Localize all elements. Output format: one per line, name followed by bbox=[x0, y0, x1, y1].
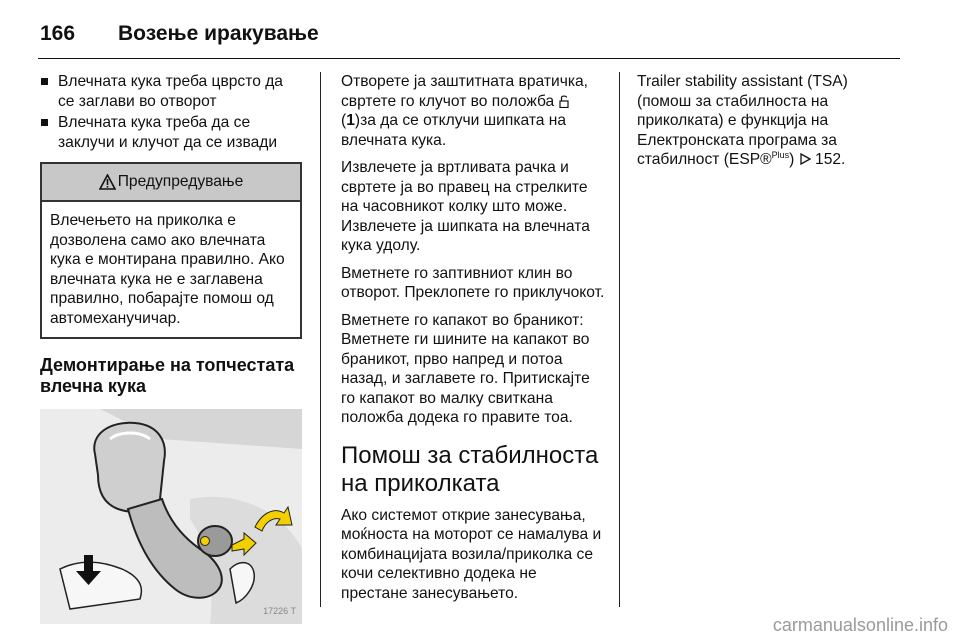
page-reference: 152. bbox=[815, 151, 846, 168]
column-divider-2 bbox=[619, 72, 620, 607]
column-middle bbox=[341, 72, 607, 611]
column-divider-1 bbox=[320, 72, 321, 607]
column-right bbox=[637, 72, 899, 178]
section-heading: Помош за стабилноста на приколката bbox=[341, 441, 599, 497]
column-left bbox=[40, 72, 302, 624]
bullet-square-icon bbox=[41, 78, 48, 85]
paragraph: Trailer stability assistant (TSA) (помош за стабилноста на приколката) е функција на Електронската програма за стабилност (ESP®$^{Plus}$) 152. bbox=[637, 73, 848, 168]
warning-header bbox=[42, 164, 300, 202]
watermark: carmanualsonline.info bbox=[772, 615, 948, 635]
warning-body: Влечењето на приколка е дозволена само ако влечната кука е монтирана правилно. Ако влечната кука не е заглавена правилно, побарајте помош од автомеханучичар. bbox=[50, 212, 285, 327]
warning-title: Предупредување bbox=[117, 173, 244, 191]
paragraph: Извлечете ја вртливата рачка и свртете ја во правец на стрелките на часовникот колку што може. Извлечете ја шипката на влечната кука удолу. bbox=[341, 159, 590, 254]
paragraph: Ако системот открие занесувања, моќноста на моторот се намалува и комбинацијата возила/приколка се кочи селективно додека не престане занесувањето. bbox=[341, 506, 602, 602]
warning-triangle-icon bbox=[99, 174, 116, 190]
paragraph: Отворете ја заштитната вратичка, свртете го клучот во положба (1)за да се отклучи шипката на влечната кука. bbox=[341, 73, 588, 149]
paragraph: Вметнете го заптивниот клин во отворот. Преклопете го приклучокот. bbox=[341, 264, 605, 301]
list-item: Влечната кука треба цврсто да се заглави во отворот bbox=[40, 72, 302, 111]
header-rule bbox=[38, 58, 900, 59]
bullet-list bbox=[40, 72, 302, 152]
list-item: Влечната кука треба да се заклучи и клучот да се извади bbox=[40, 113, 302, 152]
warning-box bbox=[40, 162, 302, 339]
page-title: Возење иракување bbox=[118, 22, 319, 45]
paragraph: Вметнете го капакот во браникот: Вметнете ги шините на капакот во браникот, прво напред и потоа назад, и заглавете го. Притискајте го капакот во малку свиткана положба додека го правите тоа. bbox=[341, 311, 590, 426]
bullet-square-icon bbox=[41, 119, 48, 126]
page-reference-icon bbox=[799, 153, 811, 165]
padlock-open-icon bbox=[559, 94, 569, 108]
tow-hitch-illustration bbox=[40, 409, 302, 624]
page-header bbox=[40, 18, 319, 50]
section-subheading: Демонтирање на топчестата влечна кука bbox=[40, 355, 295, 396]
figure-code: 17226 T bbox=[263, 605, 296, 616]
tow-hitch-drawing bbox=[40, 409, 302, 624]
page-number: 166 bbox=[40, 22, 76, 45]
